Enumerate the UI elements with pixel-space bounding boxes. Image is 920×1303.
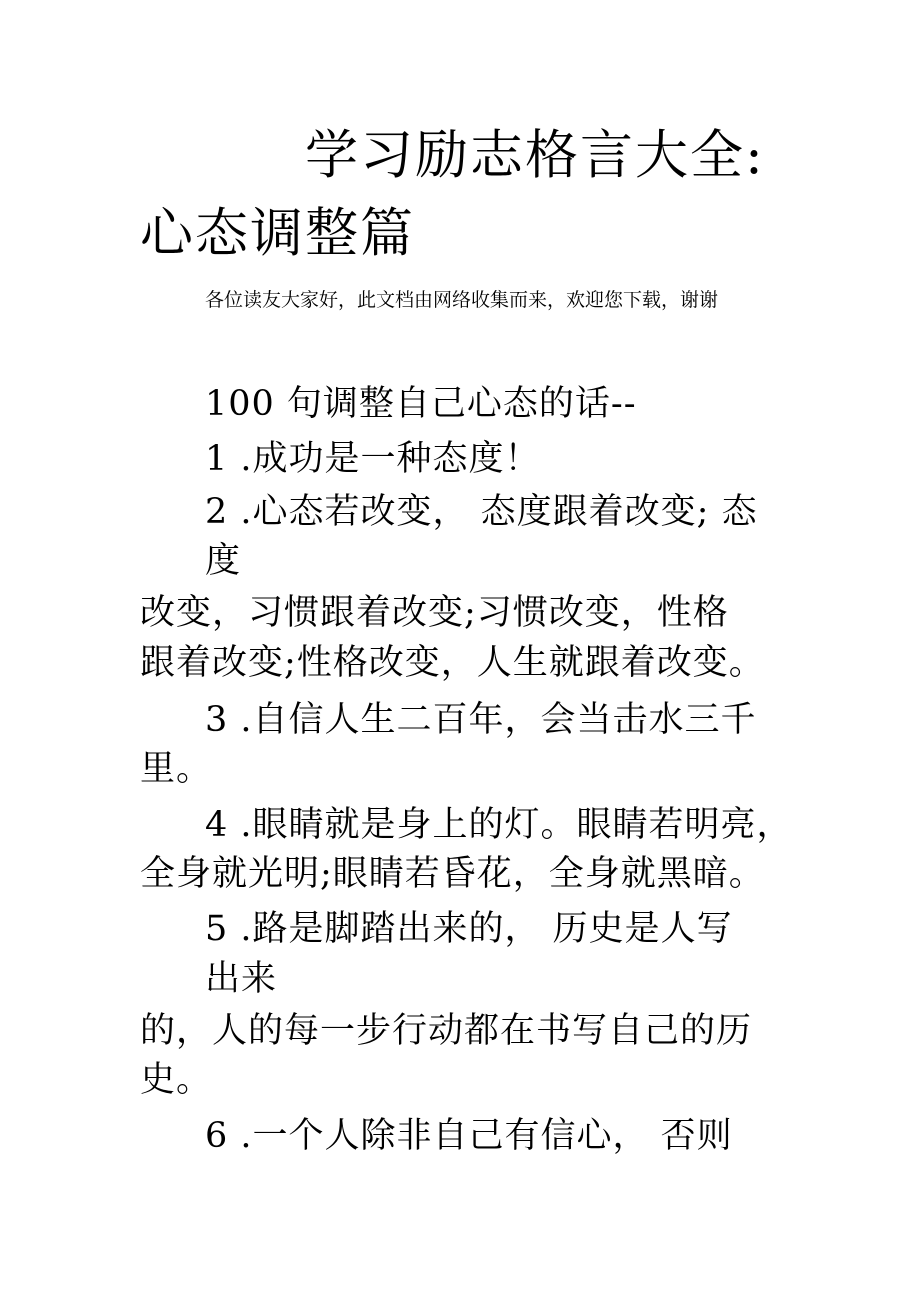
download-notice: 各位读友大家好，此文档由网络收集而来，欢迎您下载，谢谢 [205, 289, 719, 311]
text-line: 4 .眼睛就是身上的灯。眼睛若明亮， [205, 805, 793, 845]
text-line: 跟着改变;性格改变，人生就跟着改变。 [140, 643, 765, 683]
text-line: 出来 [205, 959, 278, 999]
document-title-line-2: 心态调整篇 [140, 203, 415, 264]
text-line: 1 .成功是一种态度！ [205, 439, 541, 479]
text-line: 里。 [140, 749, 213, 789]
text-line: 度 [205, 541, 242, 581]
text-line: 改变，习惯跟着改变;习惯改变，性格 [140, 593, 729, 633]
text-line: 6 .一个人除非自己有信心， 否则 [205, 1116, 733, 1156]
text-line: 100 句调整自己心态的话-- [205, 384, 637, 424]
text-line: 5 .路是脚踏出来的， 历史是人写 [205, 909, 733, 949]
document-title-line-1: 学习励志格言大全: [305, 125, 765, 186]
text-line: 全身就光明;眼睛若昏花，全身就黑暗。 [140, 854, 765, 894]
text-line: 史。 [140, 1060, 213, 1100]
text-line: 2 .心态若改变， 态度跟着改变; 态 [205, 492, 758, 532]
text-line: 3 .自信人生二百年，会当击水三千 [205, 700, 757, 740]
text-line: 的，人的每一步行动都在书写自己的历 [140, 1011, 753, 1051]
